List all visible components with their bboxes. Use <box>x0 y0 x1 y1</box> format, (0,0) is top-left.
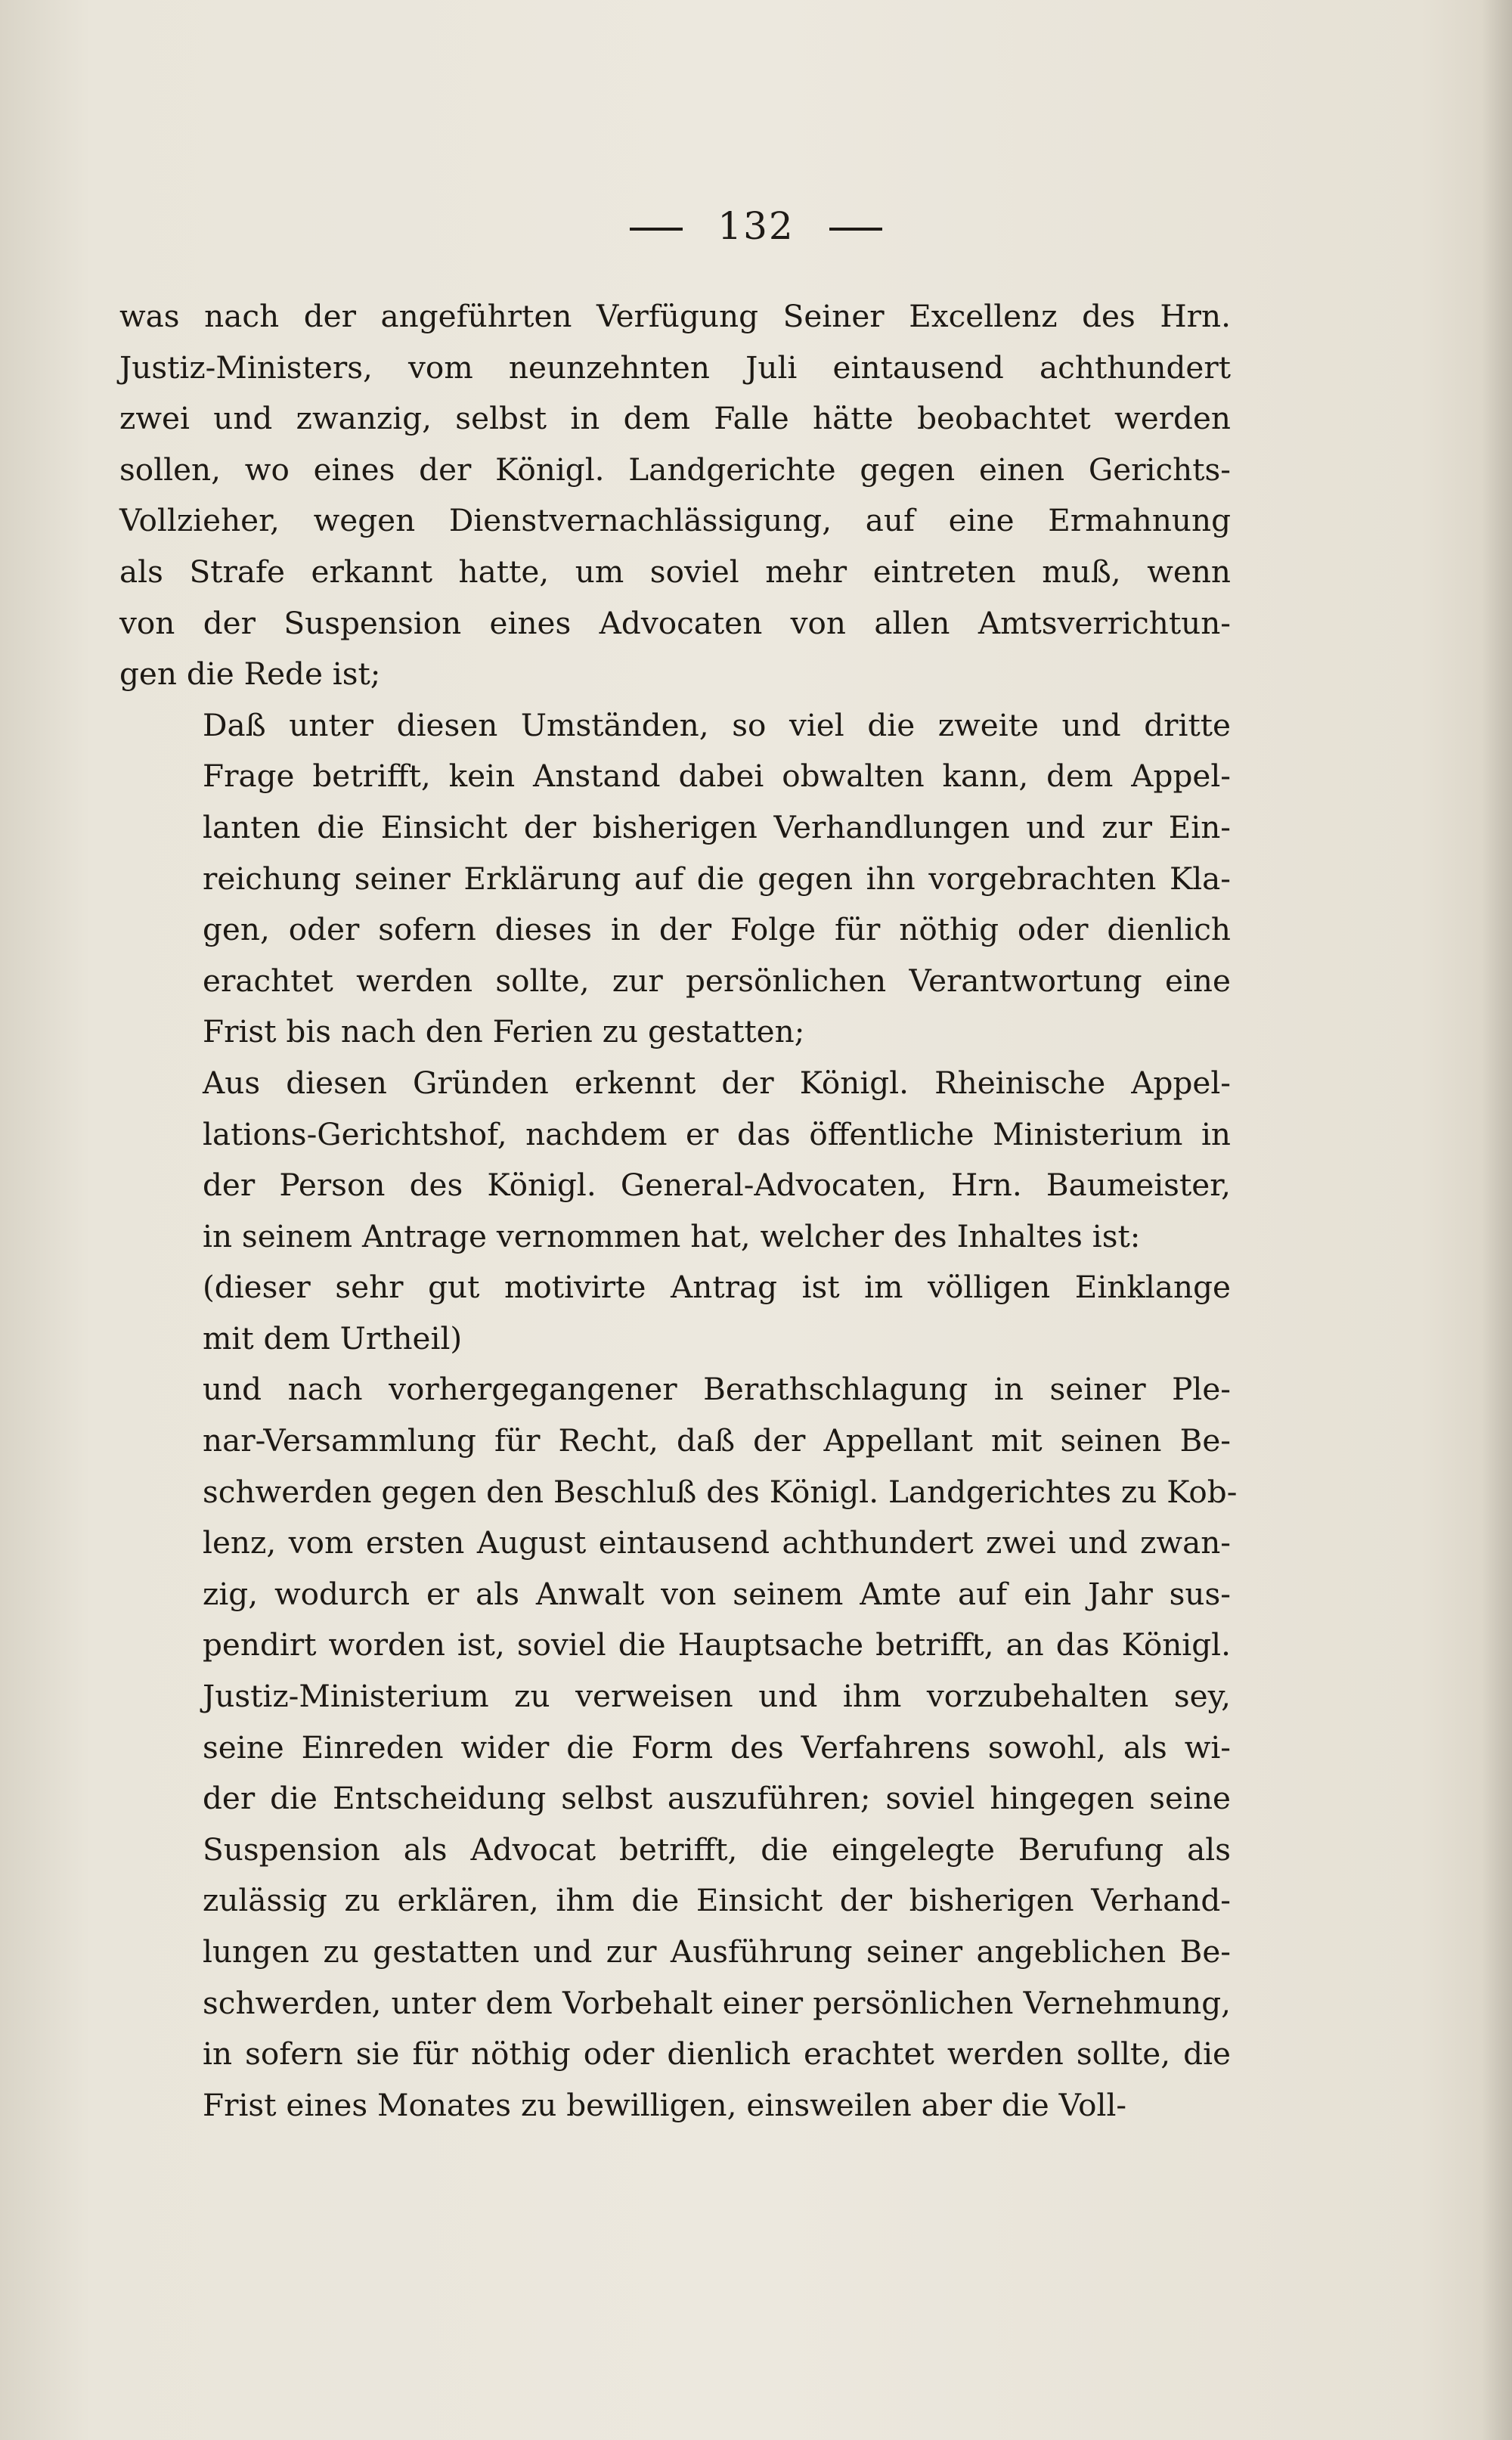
body-text <box>119 291 1238 2131</box>
paragraph <box>119 1364 1238 2131</box>
text-line: seine Einreden wider die Form des Verfahrens sowohl, als wi- <box>203 1728 1231 1766</box>
text-line: von der Suspension eines Advocaten von allen Amtsverrichtun- <box>119 604 1231 641</box>
page-number: 132 <box>717 204 795 248</box>
text-line: Frage betrifft, kein Anstand dabei obwalten kann, dem Appel- <box>203 758 1231 795</box>
text-line: Daß unter diesen Umständen, so viel die zweite und dritte <box>203 706 1231 743</box>
text-line: gen die Rede ist; <box>119 656 381 693</box>
text-line: als Strafe erkannt hatte, um soviel mehr eintreten muß, wenn <box>119 553 1231 590</box>
text-line: Vollzieher, wegen Dienstvernachlässigung, auf eine Ermahnung <box>119 502 1231 539</box>
right-dash <box>829 228 882 231</box>
text-line: Frist eines Monates zu bewilligen, einsweilen aber die Voll- <box>203 2086 1127 2123</box>
paragraph <box>119 1262 1231 1364</box>
text-line: sollen, wo eines der Königl. Landgerichte gegen einen Gerichts- <box>119 451 1231 488</box>
text-line: was nach der angeführten Verfügung Seiner Excellenz des Hrn. <box>119 298 1231 334</box>
text-line: gen, oder sofern dieses in der Folge für nöthig oder dienlich <box>203 911 1231 948</box>
text-line: schwerden gegen den Beschluß des Königl. Landgerichtes zu Kob- <box>203 1473 1238 1510</box>
text-line: Justiz-Ministerium zu verweisen und ihm vorzubehalten sey, <box>203 1678 1231 1715</box>
text-line: pendirt worden ist, soviel die Hauptsache betrifft, an das Königl. <box>203 1626 1231 1663</box>
text-line: Aus diesen Gründen erkennt der Königl. Rheinische Appel- <box>203 1064 1231 1101</box>
text-line: zwei und zwanzig, selbst in dem Falle hätte beobachtet werden <box>119 400 1231 437</box>
text-line: der Person des Königl. General-Advocaten, Hrn. Baumeister, <box>203 1167 1231 1204</box>
text-line: Justiz-Ministers, vom neunzehnten Juli eintausend achthundert <box>119 349 1231 386</box>
text-line: schwerden, unter dem Vorbehalt einer persönlichen Vernehmung, <box>203 1984 1231 2021</box>
paragraph <box>119 700 1231 1058</box>
text-line: reichung seiner Erklärung auf die gegen ihn vorgebrachten Kla- <box>203 860 1231 897</box>
text-line: Frist bis nach den Ferien zu gestatten; <box>203 1013 805 1050</box>
text-line: der die Entscheidung selbst auszuführen; soviel hingegen seine <box>203 1780 1231 1817</box>
paragraph <box>119 1058 1231 1262</box>
text-line: lations-Gerichtshof, nachdem er das öffentliche Ministerium in <box>203 1115 1231 1152</box>
paragraph <box>119 291 1231 700</box>
text-line: in sofern sie für nöthig oder dienlich erachtet werden sollte, die <box>203 2035 1231 2073</box>
text-line: lungen zu gestatten und zur Ausführung seiner angeblichen Be- <box>203 1933 1231 1970</box>
text-line: zig, wodurch er als Anwalt von seinem Amte auf ein Jahr sus- <box>203 1575 1231 1612</box>
page-edge-shadow <box>1482 0 1512 2440</box>
text-line: und nach vorhergegangener Berathschlagung in seiner Ple- <box>203 1371 1231 1408</box>
text-line: nar-Versammlung für Recht, daß der Appellant mit seinen Be- <box>203 1422 1231 1459</box>
text-line: mit dem Urtheil) <box>203 1319 463 1356</box>
page-header <box>0 204 1512 248</box>
text-line: Suspension als Advocat betrifft, die eingelegte Berufung als <box>203 1831 1231 1868</box>
text-line: (dieser sehr gut motivirte Antrag ist im völligen Einklange <box>203 1269 1231 1306</box>
text-line: erachtet werden sollte, zur persönlichen Verantwortung eine <box>203 962 1231 999</box>
text-line: lanten die Einsicht der bisherigen Verhandlungen und zur Ein- <box>203 808 1231 845</box>
text-line: in seinem Antrage vernommen hat, welcher des Inhaltes ist: <box>203 1217 1141 1254</box>
left-dash <box>630 228 683 231</box>
text-line: lenz, vom ersten August eintausend achthundert zwei und zwan- <box>203 1524 1231 1561</box>
text-line: zulässig zu erklären, ihm die Einsicht der bisherigen Verhand- <box>203 1882 1231 1919</box>
